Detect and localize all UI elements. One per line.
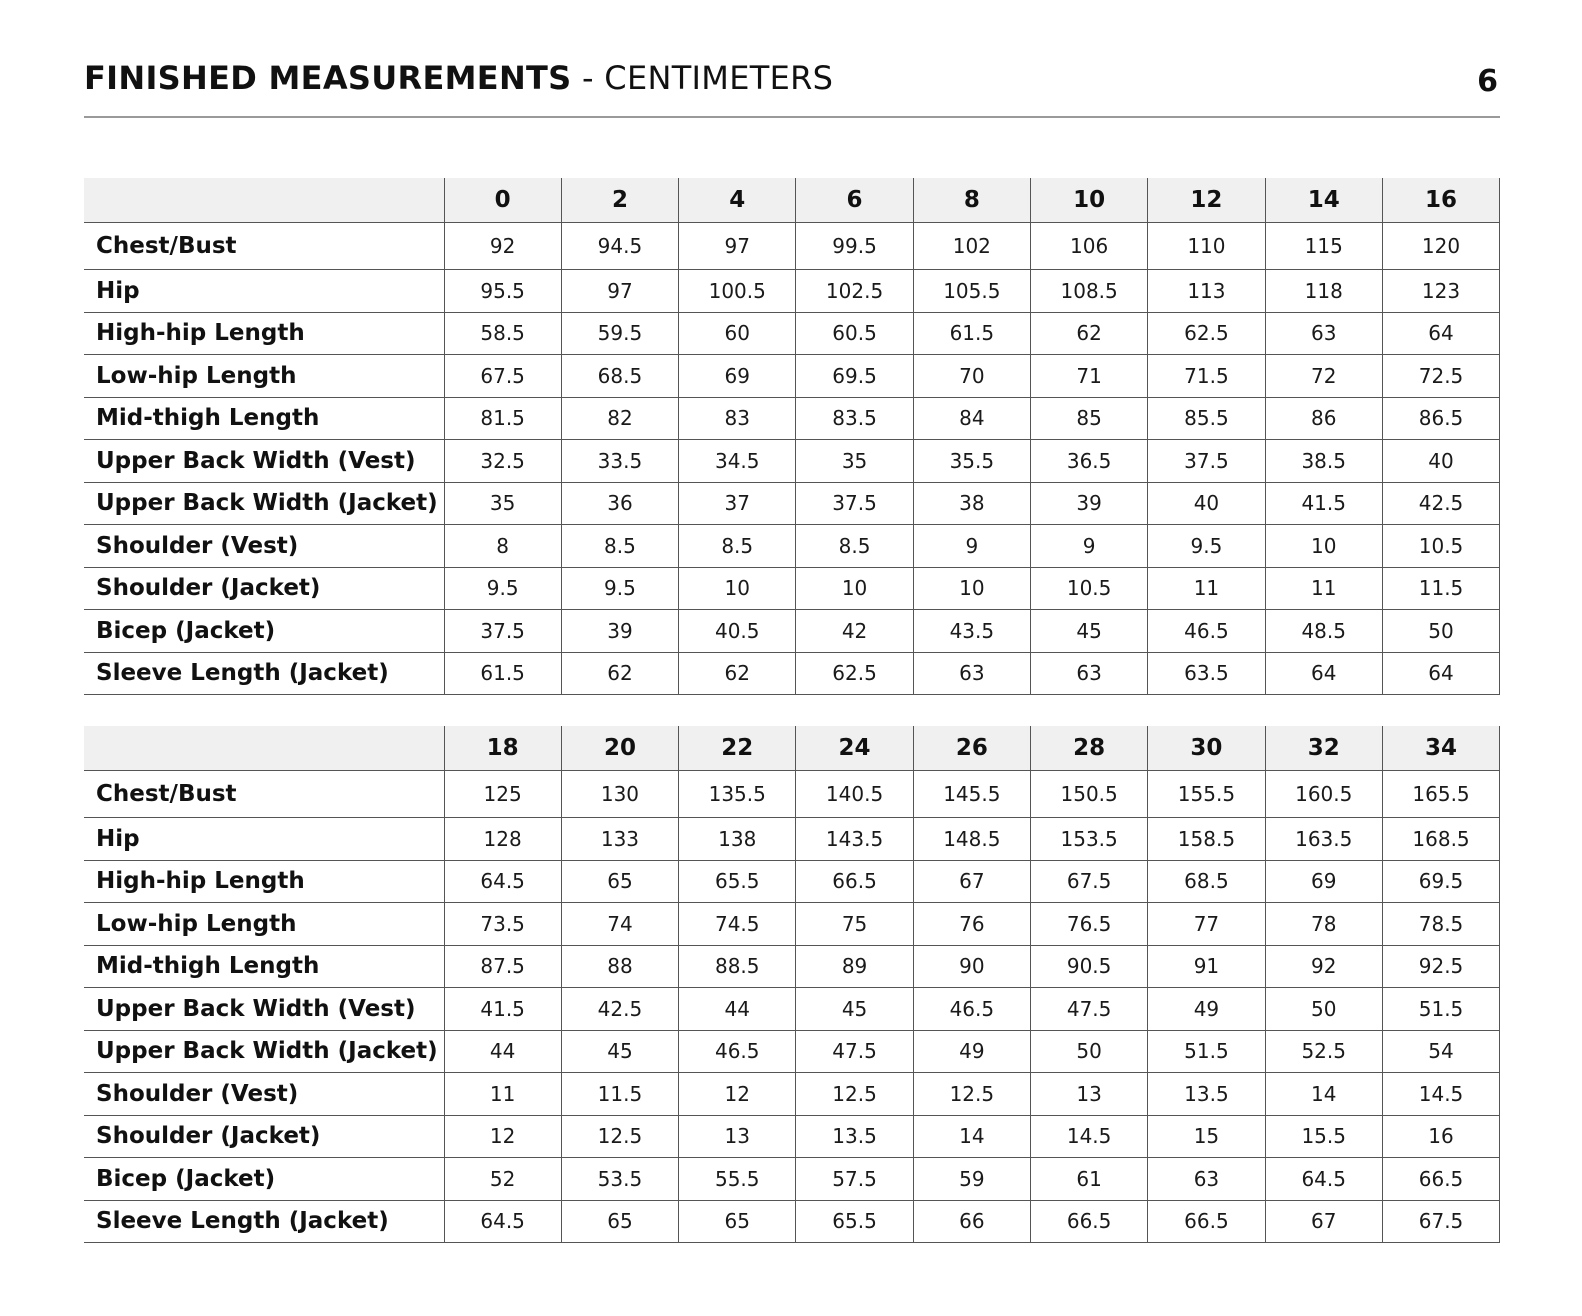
measurement-cell: 11 xyxy=(1265,567,1382,610)
measurement-cell: 40 xyxy=(1148,482,1265,525)
size-header: 32 xyxy=(1265,726,1382,771)
measurement-cell: 10 xyxy=(1265,525,1382,568)
table-row xyxy=(84,903,1500,946)
size-header: 28 xyxy=(1030,726,1147,771)
measurement-cell: 9.5 xyxy=(561,567,678,610)
measurement-cell: 75 xyxy=(796,903,913,946)
measurement-cell: 11 xyxy=(444,1073,561,1116)
row-label: Hip xyxy=(84,818,444,861)
row-label: Bicep (Jacket) xyxy=(84,1158,444,1201)
measurement-cell: 8.5 xyxy=(679,525,796,568)
measurement-cell: 63 xyxy=(1030,652,1147,695)
measurement-cell: 85.5 xyxy=(1148,397,1265,440)
page-number: 6 xyxy=(1477,64,1498,99)
measurement-cell: 14.5 xyxy=(1030,1115,1147,1158)
size-header: 2 xyxy=(561,178,678,223)
measurement-cell: 66.5 xyxy=(1382,1158,1499,1201)
size-header: 12 xyxy=(1148,178,1265,223)
size-header: 26 xyxy=(913,726,1030,771)
size-header: 24 xyxy=(796,726,913,771)
measurement-cell: 48.5 xyxy=(1265,610,1382,653)
table-row xyxy=(84,945,1500,988)
measurement-cell: 163.5 xyxy=(1265,818,1382,861)
measurement-cell: 44 xyxy=(679,988,796,1031)
measurement-cell: 42 xyxy=(796,610,913,653)
size-header: 10 xyxy=(1030,178,1147,223)
page-title-bold: FINISHED MEASUREMENTS xyxy=(84,59,572,97)
measurement-cell: 69 xyxy=(1265,860,1382,903)
row-label: Mid-thigh Length xyxy=(84,945,444,988)
measurement-cell: 59 xyxy=(913,1158,1030,1201)
row-label: Mid-thigh Length xyxy=(84,397,444,440)
measurement-cell: 99.5 xyxy=(796,223,913,270)
row-label: Low-hip Length xyxy=(84,903,444,946)
row-label: Bicep (Jacket) xyxy=(84,610,444,653)
measurement-cell: 66.5 xyxy=(1030,1200,1147,1243)
row-label: Shoulder (Vest) xyxy=(84,525,444,568)
table-row xyxy=(84,1115,1500,1158)
measurement-cell: 37.5 xyxy=(444,610,561,653)
measurement-cell: 165.5 xyxy=(1382,771,1499,818)
measurement-cell: 76 xyxy=(913,903,1030,946)
measurement-cell: 168.5 xyxy=(1382,818,1499,861)
measurement-cell: 61.5 xyxy=(913,312,1030,355)
measurement-cell: 77 xyxy=(1148,903,1265,946)
measurement-cell: 14.5 xyxy=(1382,1073,1499,1116)
measurement-cell: 45 xyxy=(561,1030,678,1073)
table-row xyxy=(84,567,1500,610)
measurement-cell: 92 xyxy=(1265,945,1382,988)
measurement-cell: 51.5 xyxy=(1382,988,1499,1031)
measurement-cell: 143.5 xyxy=(796,818,913,861)
table-body xyxy=(84,771,1500,1243)
measurement-cell: 87.5 xyxy=(444,945,561,988)
measurement-cell: 41.5 xyxy=(444,988,561,1031)
header-row xyxy=(84,178,1500,223)
measurement-cell: 10.5 xyxy=(1382,525,1499,568)
measurement-cell: 72 xyxy=(1265,355,1382,398)
measurement-cell: 64.5 xyxy=(444,860,561,903)
measurement-cell: 42.5 xyxy=(561,988,678,1031)
measurement-cell: 90 xyxy=(913,945,1030,988)
measurement-cell: 67 xyxy=(1265,1200,1382,1243)
measurement-cell: 118 xyxy=(1265,270,1382,313)
measurement-cell: 82 xyxy=(561,397,678,440)
measurement-cell: 15 xyxy=(1148,1115,1265,1158)
measurement-cell: 138 xyxy=(679,818,796,861)
table-row xyxy=(84,525,1500,568)
row-label: High-hip Length xyxy=(84,860,444,903)
row-label: Sleeve Length (Jacket) xyxy=(84,1200,444,1243)
table-row xyxy=(84,652,1500,695)
measurement-cell: 37.5 xyxy=(796,482,913,525)
measurement-cell: 43.5 xyxy=(913,610,1030,653)
row-label: Hip xyxy=(84,270,444,313)
measurement-cell: 12.5 xyxy=(561,1115,678,1158)
measurement-cell: 67.5 xyxy=(1030,860,1147,903)
measurement-cell: 40.5 xyxy=(679,610,796,653)
table-row xyxy=(84,1030,1500,1073)
measurement-cell: 91 xyxy=(1148,945,1265,988)
measurement-cell: 50 xyxy=(1265,988,1382,1031)
size-header: 20 xyxy=(561,726,678,771)
measurement-cell: 62.5 xyxy=(796,652,913,695)
measurement-cell: 74.5 xyxy=(679,903,796,946)
measurement-cell: 10 xyxy=(913,567,1030,610)
measurement-cell: 46.5 xyxy=(679,1030,796,1073)
size-header: 14 xyxy=(1265,178,1382,223)
measurement-cell: 62 xyxy=(1030,312,1147,355)
measurement-cell: 40 xyxy=(1382,440,1499,483)
measurement-cell: 10 xyxy=(679,567,796,610)
measurement-cell: 65.5 xyxy=(679,860,796,903)
measurement-cell: 73.5 xyxy=(444,903,561,946)
table-row xyxy=(84,1200,1500,1243)
size-header: 0 xyxy=(444,178,561,223)
measurement-cell: 78.5 xyxy=(1382,903,1499,946)
measurement-cell: 11.5 xyxy=(561,1073,678,1116)
measurement-cell: 54 xyxy=(1382,1030,1499,1073)
measurement-cell: 50 xyxy=(1030,1030,1147,1073)
table-row xyxy=(84,312,1500,355)
measurement-cell: 135.5 xyxy=(679,771,796,818)
measurement-cell: 68.5 xyxy=(561,355,678,398)
measurement-cell: 81.5 xyxy=(444,397,561,440)
measurement-cell: 8.5 xyxy=(561,525,678,568)
measurement-cell: 92.5 xyxy=(1382,945,1499,988)
table-row xyxy=(84,818,1500,861)
measurement-cell: 102.5 xyxy=(796,270,913,313)
measurement-cell: 9 xyxy=(913,525,1030,568)
measurement-cell: 115 xyxy=(1265,223,1382,270)
measurement-cell: 68.5 xyxy=(1148,860,1265,903)
table-row xyxy=(84,1073,1500,1116)
measurement-cell: 12.5 xyxy=(913,1073,1030,1116)
row-label: Shoulder (Vest) xyxy=(84,1073,444,1116)
page-title-unit: - CENTIMETERS xyxy=(571,59,834,97)
size-header: 22 xyxy=(679,726,796,771)
measurement-cell: 36 xyxy=(561,482,678,525)
measurement-cell: 62 xyxy=(561,652,678,695)
measurement-table-sizes-0-16 xyxy=(84,178,1500,695)
measurement-cell: 61 xyxy=(1030,1158,1147,1201)
measurement-cell: 53.5 xyxy=(561,1158,678,1201)
row-label: Shoulder (Jacket) xyxy=(84,567,444,610)
measurement-cell: 9 xyxy=(1030,525,1147,568)
measurement-cell: 65 xyxy=(561,860,678,903)
measurement-cell: 67.5 xyxy=(444,355,561,398)
measurement-cell: 128 xyxy=(444,818,561,861)
size-header: 18 xyxy=(444,726,561,771)
measurement-cell: 113 xyxy=(1148,270,1265,313)
measurement-cell: 49 xyxy=(1148,988,1265,1031)
measurement-cell: 57.5 xyxy=(796,1158,913,1201)
measurement-cell: 65.5 xyxy=(796,1200,913,1243)
measurement-cell: 46.5 xyxy=(913,988,1030,1031)
row-label: Chest/Bust xyxy=(84,771,444,818)
measurement-cell: 102 xyxy=(913,223,1030,270)
measurement-cell: 14 xyxy=(913,1115,1030,1158)
table-row xyxy=(84,223,1500,270)
measurement-cell: 153.5 xyxy=(1030,818,1147,861)
measurement-cell: 9.5 xyxy=(1148,525,1265,568)
table-row xyxy=(84,1158,1500,1201)
measurement-cell: 88 xyxy=(561,945,678,988)
measurement-cell: 86 xyxy=(1265,397,1382,440)
measurement-cell: 45 xyxy=(796,988,913,1031)
measurement-cell: 13 xyxy=(1030,1073,1147,1116)
measurement-cell: 83.5 xyxy=(796,397,913,440)
measurement-cell: 76.5 xyxy=(1030,903,1147,946)
measurement-cell: 140.5 xyxy=(796,771,913,818)
table-row xyxy=(84,440,1500,483)
measurement-cell: 35.5 xyxy=(913,440,1030,483)
measurement-cell: 88.5 xyxy=(679,945,796,988)
measurement-cell: 9.5 xyxy=(444,567,561,610)
measurement-cell: 155.5 xyxy=(1148,771,1265,818)
measurement-cell: 150.5 xyxy=(1030,771,1147,818)
size-header: 30 xyxy=(1148,726,1265,771)
size-header: 34 xyxy=(1382,726,1499,771)
size-header: 4 xyxy=(679,178,796,223)
measurement-cell: 63 xyxy=(1265,312,1382,355)
measurement-cell: 62 xyxy=(679,652,796,695)
page-header xyxy=(84,56,1500,118)
measurement-cell: 86.5 xyxy=(1382,397,1499,440)
measurement-cell: 64.5 xyxy=(1265,1158,1382,1201)
table-row xyxy=(84,988,1500,1031)
measurement-cell: 35 xyxy=(796,440,913,483)
measurement-cell: 67 xyxy=(913,860,1030,903)
measurement-cell: 130 xyxy=(561,771,678,818)
table-header xyxy=(84,178,1500,223)
measurement-cell: 69 xyxy=(679,355,796,398)
header-row xyxy=(84,726,1500,771)
table-body xyxy=(84,223,1500,695)
measurement-cell: 92 xyxy=(444,223,561,270)
page-title xyxy=(84,58,833,98)
measurement-cell: 64 xyxy=(1265,652,1382,695)
measurement-cell: 10 xyxy=(796,567,913,610)
measurement-cell: 8 xyxy=(444,525,561,568)
row-label: Upper Back Width (Jacket) xyxy=(84,1030,444,1073)
measurement-cell: 63 xyxy=(913,652,1030,695)
measurement-cell: 64 xyxy=(1382,652,1499,695)
measurement-cell: 63 xyxy=(1148,1158,1265,1201)
measurement-cell: 45 xyxy=(1030,610,1147,653)
measurement-cell: 110 xyxy=(1148,223,1265,270)
measurement-cell: 60.5 xyxy=(796,312,913,355)
measurement-cell: 49 xyxy=(913,1030,1030,1073)
measurement-cell: 61.5 xyxy=(444,652,561,695)
measurement-cell: 66.5 xyxy=(1148,1200,1265,1243)
measurement-cell: 51.5 xyxy=(1148,1030,1265,1073)
measurement-cell: 62.5 xyxy=(1148,312,1265,355)
measurement-cell: 64 xyxy=(1382,312,1499,355)
row-label: Sleeve Length (Jacket) xyxy=(84,652,444,695)
measurement-cell: 11 xyxy=(1148,567,1265,610)
measurement-cell: 160.5 xyxy=(1265,771,1382,818)
measurement-cell: 72.5 xyxy=(1382,355,1499,398)
table-row xyxy=(84,860,1500,903)
measurement-cell: 69.5 xyxy=(796,355,913,398)
measurement-cell: 8.5 xyxy=(796,525,913,568)
measurement-cell: 32.5 xyxy=(444,440,561,483)
measurement-cell: 13.5 xyxy=(796,1115,913,1158)
measurement-cell: 70 xyxy=(913,355,1030,398)
measurement-cell: 47.5 xyxy=(1030,988,1147,1031)
row-label: Shoulder (Jacket) xyxy=(84,1115,444,1158)
measurement-cell: 69.5 xyxy=(1382,860,1499,903)
measurement-cell: 65 xyxy=(679,1200,796,1243)
row-label: High-hip Length xyxy=(84,312,444,355)
measurement-cell: 66.5 xyxy=(796,860,913,903)
measurement-cell: 65 xyxy=(561,1200,678,1243)
measurement-cell: 33.5 xyxy=(561,440,678,483)
measurement-cell: 50 xyxy=(1382,610,1499,653)
measurement-cell: 84 xyxy=(913,397,1030,440)
measurement-cell: 100.5 xyxy=(679,270,796,313)
measurement-cell: 52 xyxy=(444,1158,561,1201)
measurement-cell: 94.5 xyxy=(561,223,678,270)
table-row xyxy=(84,771,1500,818)
measurement-cell: 90.5 xyxy=(1030,945,1147,988)
measurement-cell: 12 xyxy=(444,1115,561,1158)
measurement-cell: 37 xyxy=(679,482,796,525)
measurement-cell: 78 xyxy=(1265,903,1382,946)
row-label: Chest/Bust xyxy=(84,223,444,270)
measurement-cell: 52.5 xyxy=(1265,1030,1382,1073)
measurement-cell: 64.5 xyxy=(444,1200,561,1243)
measurement-cell: 85 xyxy=(1030,397,1147,440)
measurement-cell: 38 xyxy=(913,482,1030,525)
measurement-cell: 67.5 xyxy=(1382,1200,1499,1243)
measurement-cell: 95.5 xyxy=(444,270,561,313)
measurement-cell: 71.5 xyxy=(1148,355,1265,398)
measurement-cell: 133 xyxy=(561,818,678,861)
measurement-cell: 89 xyxy=(796,945,913,988)
corner-cell xyxy=(84,726,444,771)
measurement-cell: 97 xyxy=(561,270,678,313)
measurement-cell: 63.5 xyxy=(1148,652,1265,695)
measurement-cell: 145.5 xyxy=(913,771,1030,818)
measurement-cell: 125 xyxy=(444,771,561,818)
measurement-cell: 120 xyxy=(1382,223,1499,270)
measurement-cell: 46.5 xyxy=(1148,610,1265,653)
measurement-cell: 38.5 xyxy=(1265,440,1382,483)
measurement-cell: 44 xyxy=(444,1030,561,1073)
table-row xyxy=(84,397,1500,440)
measurement-cell: 158.5 xyxy=(1148,818,1265,861)
measurement-cell: 58.5 xyxy=(444,312,561,355)
measurement-cell: 13 xyxy=(679,1115,796,1158)
measurement-cell: 14 xyxy=(1265,1073,1382,1116)
measurement-cell: 55.5 xyxy=(679,1158,796,1201)
measurement-cell: 66 xyxy=(913,1200,1030,1243)
measurement-cell: 36.5 xyxy=(1030,440,1147,483)
measurement-cell: 106 xyxy=(1030,223,1147,270)
size-header: 6 xyxy=(796,178,913,223)
measurement-cell: 47.5 xyxy=(796,1030,913,1073)
measurement-cell: 105.5 xyxy=(913,270,1030,313)
measurement-table-sizes-18-34 xyxy=(84,726,1500,1243)
row-label: Upper Back Width (Vest) xyxy=(84,988,444,1031)
measurement-cell: 37.5 xyxy=(1148,440,1265,483)
row-label: Upper Back Width (Jacket) xyxy=(84,482,444,525)
measurement-cell: 71 xyxy=(1030,355,1147,398)
measurement-cell: 39 xyxy=(561,610,678,653)
measurement-cell: 34.5 xyxy=(679,440,796,483)
measurement-cell: 41.5 xyxy=(1265,482,1382,525)
table-row xyxy=(84,355,1500,398)
table-row xyxy=(84,482,1500,525)
table-row xyxy=(84,270,1500,313)
measurement-cell: 39 xyxy=(1030,482,1147,525)
measurement-cell: 35 xyxy=(444,482,561,525)
measurement-cell: 83 xyxy=(679,397,796,440)
measurement-cell: 10.5 xyxy=(1030,567,1147,610)
table-row xyxy=(84,610,1500,653)
measurement-cell: 74 xyxy=(561,903,678,946)
size-header: 8 xyxy=(913,178,1030,223)
size-header: 16 xyxy=(1382,178,1499,223)
measurement-cell: 15.5 xyxy=(1265,1115,1382,1158)
row-label: Upper Back Width (Vest) xyxy=(84,440,444,483)
measurement-cell: 11.5 xyxy=(1382,567,1499,610)
measurement-cell: 12 xyxy=(679,1073,796,1116)
measurement-cell: 59.5 xyxy=(561,312,678,355)
row-label: Low-hip Length xyxy=(84,355,444,398)
measurement-cell: 12.5 xyxy=(796,1073,913,1116)
measurement-cell: 16 xyxy=(1382,1115,1499,1158)
measurement-cell: 148.5 xyxy=(913,818,1030,861)
corner-cell xyxy=(84,178,444,223)
measurement-cell: 123 xyxy=(1382,270,1499,313)
measurement-cell: 60 xyxy=(679,312,796,355)
measurement-cell: 97 xyxy=(679,223,796,270)
measurement-cell: 42.5 xyxy=(1382,482,1499,525)
table-header xyxy=(84,726,1500,771)
measurement-cell: 108.5 xyxy=(1030,270,1147,313)
measurement-cell: 13.5 xyxy=(1148,1073,1265,1116)
